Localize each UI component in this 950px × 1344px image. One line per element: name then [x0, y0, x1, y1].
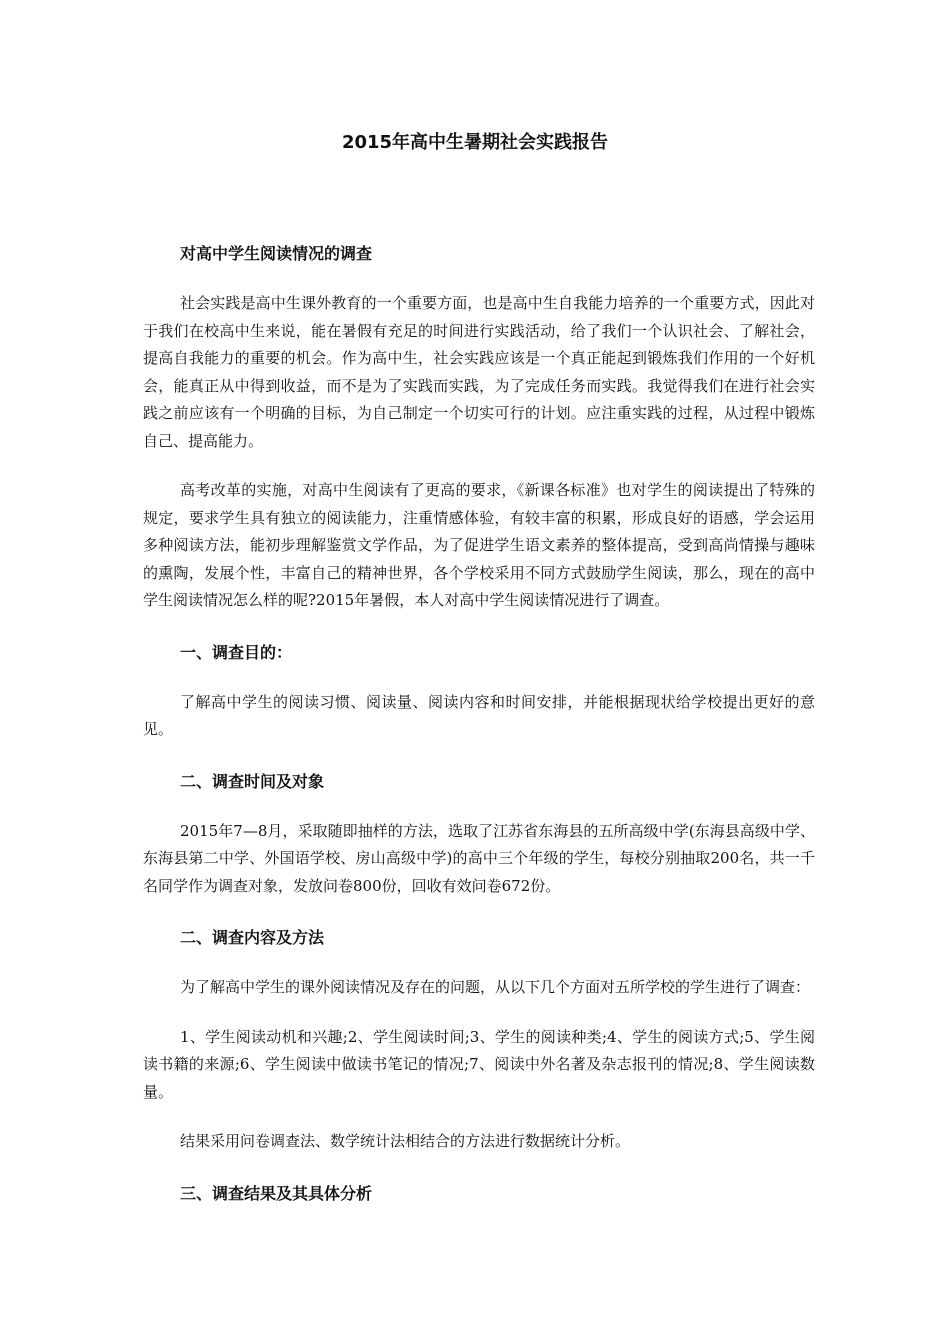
section-purpose-text: 了解高中学生的阅读习惯、阅读量、阅读内容和时间安排，并能根据现状给学校提出更好的意见。	[143, 692, 815, 738]
section-heading-time-subjects: 二、调查时间及对象	[180, 771, 325, 791]
section-heading-purpose: 一、调查目的：	[180, 642, 293, 662]
section-content-method-text-1: 为了解高中学生的课外阅读情况及存在的问题，从以下几个方面对五所学校的学生进行了调查：	[180, 978, 811, 996]
intro-paragraph-2: 高考改革的实施，对高中生阅读有了更高的要求，《新课各标准》也对学生的阅读提出了特殊的规定，要求学生具有独立的阅读能力，注重情感体验，有较丰富的积累，形成良好的语感，学会运用多种阅读方法，能初步理解鉴赏文学作品，为了促进学生语文素养的整体提高，受到高尚情操与趣味的熏陶，发展个性，丰富自己的精神世界，各个学校采用不同方式鼓励学生阅读，那么，现在的高中学生阅读情况怎么样的呢?2015年暑假，本人对高中学生阅读情况进行了调查。	[143, 481, 815, 609]
document-body	[143, 240, 815, 1208]
section-heading-results: 三、调查结果及其具体分析	[180, 1183, 373, 1203]
section-content-method-text-2: 1、学生阅读动机和兴趣;2、学生阅读时间;3、学生的阅读种类;4、学生的阅读方式;5、学生阅读书籍的来源;6、学生阅读中做读书笔记的情况;7、阅读中外名著及杂志报刊的情况;8、学生阅读数量。	[143, 1027, 815, 1101]
intro-paragraph-1: 社会实践是高中生课外教育的一个重要方面，也是高中生自我能力培养的一个重要方式，因此对于我们在校高中生来说，能在暑假有充足的时间进行实践活动，给了我们一个认识社会、了解社会，提高自我能力的重要的机会。作为高中生，社会实践应该是一个真正能起到锻炼我们作用的一个好机会，能真正从中得到收益，而不是为了实践而实践，为了完成任务而实践。我觉得我们在进行社会实践之前应该有一个明确的目标，为自己制定一个切实可行的计划。应注重实践的过程，从过程中锻炼自己、提高能力。	[143, 294, 815, 450]
document-title: 2015年高中生暑期社会实践报告	[341, 132, 609, 153]
section-content-method-text-3: 结果采用问卷调查法、数学统计法相结合的方法进行数据统计分析。	[180, 1132, 631, 1150]
section-time-subjects-text: 2015年7—8月，采取随即抽样的方法，选取了江苏省东海县的五所高级中学(东海县高级中学、东海县第二中学、外国语学校、房山高级中学)的高中三个年级的学生，每校分别抽取200名，共一千名同学作为调查对象，发放问卷800份，回收有效问卷672份。	[143, 821, 815, 895]
section-heading-content-method: 二、调查内容及方法	[180, 928, 325, 947]
subtitle-heading: 对高中学生阅读情况的调查	[180, 244, 373, 263]
